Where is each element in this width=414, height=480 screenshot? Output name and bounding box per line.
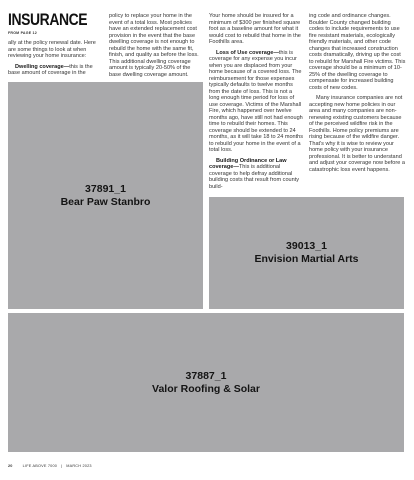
building-ordinance-lead: Building Ordinance or Law coverage—	[209, 157, 287, 170]
page-footer	[8, 464, 92, 468]
column-3-paragraph-1: Your home should be insured for a minimum of $300 per finished square foot as a baseline amount for what it would cost to rebuild that home in the Foothills area.	[209, 13, 301, 45]
article-headline: INSURANCE	[8, 10, 88, 29]
ad-martial-arts-id: 39013_1	[286, 240, 327, 252]
column-1-paragraph-1: ally at the policy renewal date. Here are some things to look at when reviewing your home insurance:	[8, 40, 96, 59]
ad-valor-name: Valor Roofing & Solar	[152, 382, 260, 395]
loss-of-use-text: this is coverage for any expense you incur when you are displaced from your home because of a covered loss. The reimbursement for those expenses typically defaults to twelve months from the date of loss. This is not a long enough time period for loss of use coverage. Victims of the Marshall Fire, which happened over twelve months ago, have still not had enough time to rebuild their homes. This coverage should be extended to 24 months, as it will take 18 to 24 months to rebuild your home in the event of a total loss.	[209, 49, 304, 153]
footer-separator: |	[61, 464, 63, 468]
article-column-1	[8, 40, 104, 77]
ad-martial-arts-name: Envision Martial Arts	[254, 253, 359, 265]
ad-valor-id: 37887_1	[185, 369, 227, 382]
article-column-4	[309, 13, 406, 173]
column-4-paragraph-1: ing code and ordinance changes. Boulder County changed building codes to include requirements to use fire resistant materials, ecologically friendly materials, and other code changes that increased construction costs dramatically, driving up the cost to rebuild for Marshall Fire victims. This coverage should be a minimum of 10-25% of the dwelling coverage to compensate for increased building costs of new codes.	[309, 13, 406, 91]
ad-bear-paw-name: Bear Paw Stanbro	[60, 195, 151, 208]
loss-of-use-lead: Loss of Use coverage—	[216, 49, 279, 56]
ad-bear-paw-stanbro[interactable]	[8, 82, 203, 309]
article-column-2	[109, 13, 202, 78]
publication-name: LIFE ABOVE 7000	[22, 464, 58, 468]
column-4-paragraph-2: Many insurance companies are not accepting new home policies in our area and many companies are non-renewing existing customers because of the perceived wildfire risk in the Foothills. Home policy premiums are rising because of the wildfire danger. That's why it is wise to review your home policy with your insurance professional. It is better to understand and adjust your coverage now before a catastrophic loss event happens.	[309, 95, 405, 173]
building-ordinance-paragraph	[209, 158, 304, 191]
column-2-paragraph-1: policy to replace your home in the event of a total loss. Most policies have an extended replacement cost provision in the event that the base dwelling coverage is not enough to rebuild the home with the same fit, finish, and quality as before the loss. This additional dwelling coverage amount is typically 20-50% of the base dwelling coverage amount.	[109, 13, 199, 78]
dwelling-coverage-text: this is the base amount of coverage in the	[8, 63, 93, 76]
ad-valor-roofing-solar[interactable]	[8, 313, 404, 452]
building-ordinance-text: This is additional coverage to help defray additional building costs that result from county build-	[209, 164, 300, 190]
dwelling-coverage-paragraph	[8, 64, 104, 77]
article-column-3	[209, 13, 304, 190]
loss-of-use-paragraph	[209, 50, 304, 154]
continued-from-label: FROM PAGE 12	[8, 31, 37, 35]
dwelling-coverage-lead: Dwelling coverage—	[15, 63, 70, 70]
ad-bear-paw-id: 37891_1	[85, 182, 126, 195]
page-number: 20	[8, 464, 13, 468]
issue-date: MARCH 2023	[66, 464, 92, 468]
ad-envision-martial-arts[interactable]	[209, 197, 404, 309]
